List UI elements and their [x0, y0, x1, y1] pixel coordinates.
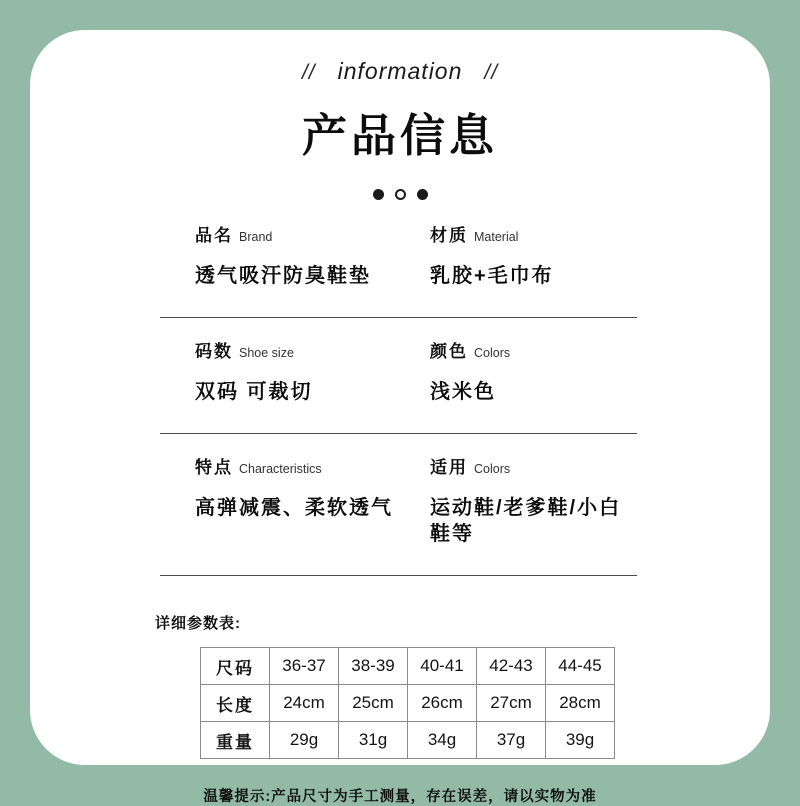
params-table [200, 647, 615, 759]
spec-brand-value: 透气吸汗防臭鞋垫 [195, 265, 371, 287]
table-cell: 42-43 [477, 648, 546, 685]
spec-color-label-en: Colors [474, 346, 511, 360]
table-row-length [201, 685, 615, 722]
table-cell: 29g [270, 722, 339, 759]
spec-usage-label [430, 456, 637, 481]
table-cell: 44-45 [546, 648, 615, 685]
table-cell: 36-37 [270, 648, 339, 685]
table-cell: 26cm [408, 685, 477, 722]
spec-shoe-size-value: 双码 可裁切 [195, 381, 313, 403]
spec-usage-label-en: Colors [474, 462, 511, 476]
spec-color [430, 340, 637, 405]
table-cell: 40-41 [408, 648, 477, 685]
product-info-card [30, 30, 770, 805]
spec-row-features-usage [160, 434, 637, 576]
table-cell: 25cm [339, 685, 408, 722]
spec-material-value: 乳胶+毛巾布 [430, 265, 554, 287]
dots-decoration [30, 188, 770, 200]
spec-material-label-en: Material [474, 230, 519, 244]
spec-usage-label-cn: 适用 [430, 458, 468, 477]
double-slash-right-icon: // [484, 61, 499, 84]
table-cell: 34g [408, 722, 477, 759]
spec-row-brand-material [160, 202, 637, 318]
eyebrow-text: information [337, 58, 463, 84]
hollow-dot-icon [395, 189, 406, 200]
spec-list [160, 202, 637, 576]
table-cell: 尺码 [201, 648, 270, 685]
table-cell: 31g [339, 722, 408, 759]
table-cell: 37g [477, 722, 546, 759]
spec-material-label-cn: 材质 [430, 226, 468, 245]
filled-dot-icon [417, 189, 428, 200]
spec-usage [430, 456, 637, 547]
spec-material-label [430, 224, 637, 249]
eyebrow [30, 58, 770, 85]
spec-shoe-size [160, 340, 430, 405]
filled-dot-icon [373, 189, 384, 200]
params-table-caption: 详细参数表: [155, 615, 241, 632]
spec-color-label [430, 340, 637, 365]
table-cell: 重量 [201, 722, 270, 759]
table-cell: 27cm [477, 685, 546, 722]
spec-row-size-color [160, 318, 637, 434]
spec-shoe-size-label-en: Shoe size [239, 346, 294, 360]
table-cell: 长度 [201, 685, 270, 722]
table-cell: 39g [546, 722, 615, 759]
spec-color-label-cn: 颜色 [430, 342, 468, 361]
spec-brand-label-en: Brand [239, 230, 273, 244]
page-title: 产品信息 [301, 110, 498, 161]
spec-characteristics-value: 高弹减震、柔软透气 [195, 497, 393, 519]
spec-brand-label [195, 224, 430, 249]
spec-characteristics [160, 456, 430, 547]
disclaimer-note: 温馨提示:产品尺寸为手工测量，存在误差，请以实物为准 [203, 789, 597, 805]
spec-characteristics-label [195, 456, 430, 481]
table-cell: 24cm [270, 685, 339, 722]
table-cell: 38-39 [339, 648, 408, 685]
spec-brand [160, 224, 430, 289]
spec-characteristics-label-en: Characteristics [239, 462, 322, 476]
double-slash-left-icon: // [301, 61, 316, 84]
spec-brand-label-cn: 品名 [195, 226, 233, 245]
spec-usage-value: 运动鞋/老爹鞋/小白鞋等 [430, 497, 622, 545]
spec-color-value: 浅米色 [430, 381, 496, 403]
spec-shoe-size-label-cn: 码数 [195, 342, 233, 361]
table-cell: 28cm [546, 685, 615, 722]
spec-characteristics-label-cn: 特点 [195, 458, 233, 477]
table-row-weight [201, 722, 615, 759]
spec-material [430, 224, 637, 289]
spec-shoe-size-label [195, 340, 430, 365]
table-row-size [201, 648, 615, 685]
